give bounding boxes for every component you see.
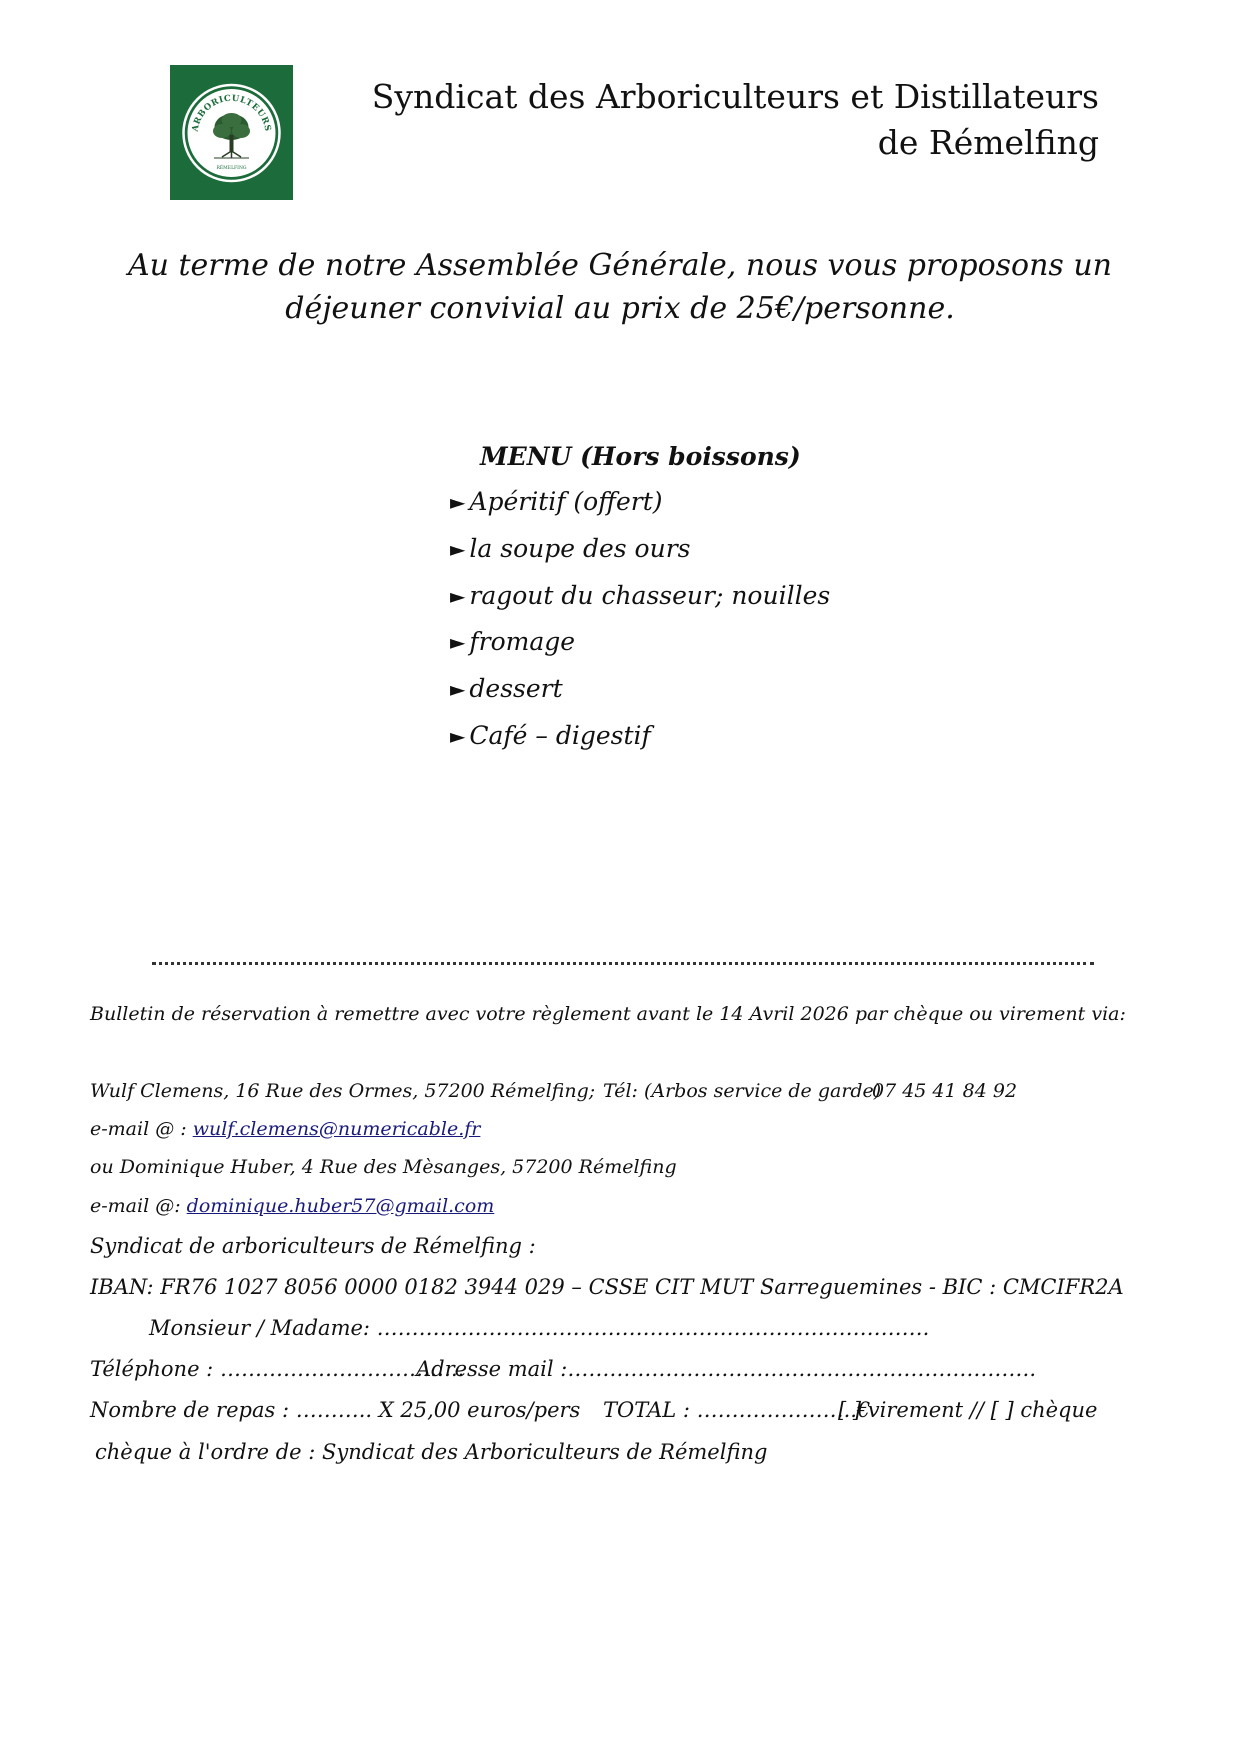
email-line-2 <box>90 1195 494 1217</box>
menu-item-label: Apéritif (offert) <box>469 487 663 516</box>
logo-arc-text: ARBORICULTEURS <box>190 93 273 133</box>
menu-item <box>450 581 830 610</box>
bullet-arrow-icon: ► <box>450 584 466 608</box>
email-link-dominique[interactable]: dominique.huber57@gmail.com <box>186 1195 495 1217</box>
menu-item-label: dessert <box>469 674 563 703</box>
phone-label: Tél: (Arbos service de garde) <box>603 1080 882 1102</box>
telephone-field[interactable]: Téléphone : …………………………….. <box>90 1357 465 1381</box>
bullet-arrow-icon: ► <box>450 630 466 654</box>
menu-item <box>450 534 690 563</box>
organization-name-line1: Syndicat des Arboriculteurs et Distillateurs <box>371 77 1099 116</box>
syndicat-bank-label: Syndicat de arboriculteurs de Rémelfing : <box>90 1234 536 1258</box>
menu-item-label: ragout du chasseur; nouilles <box>469 581 831 610</box>
menu-item <box>450 721 651 750</box>
bullet-arrow-icon: ► <box>450 490 466 514</box>
organization-name-line2: de Rémelfing <box>877 123 1099 162</box>
bullet-arrow-icon: ► <box>450 537 466 561</box>
intro-line1: Au terme de notre Assemblée Générale, nous vous proposons un <box>127 248 1113 283</box>
menu-item <box>450 487 663 516</box>
email-line-1 <box>90 1118 480 1140</box>
menu-title: MENU (Hors boissons) <box>480 442 801 471</box>
menu-item-label: fromage <box>469 627 576 656</box>
dotted-separator <box>152 962 1094 965</box>
menu-item <box>450 627 575 656</box>
email-label: e-mail @ : <box>90 1118 193 1140</box>
contact-address-1: Wulf Clemens, 16 Rue des Ormes, 57200 Rémelfing; <box>90 1080 596 1102</box>
bulletin-intro: Bulletin de réservation à remettre avec votre règlement avant le 14 Avril 2026 par chèque ou virement via: <box>90 1003 1126 1025</box>
cheque-payee-line: chèque à l'ordre de : Syndicat des Arboriculteurs de Rémelfing <box>95 1440 768 1464</box>
intro-line2: déjeuner convivial au prix de 25€/personne. <box>285 291 955 326</box>
total-field[interactable]: TOTAL : …………………..€ <box>603 1398 871 1422</box>
meal-count-field[interactable]: Nombre de repas : ……….. X 25,00 euros/pers <box>90 1398 581 1422</box>
email-link-wulf[interactable]: wulf.clemens@numericable.fr <box>192 1118 481 1140</box>
menu-item-label: la soupe des ours <box>469 534 691 563</box>
menu-item-label: Café – digestif <box>469 721 651 750</box>
contact-address-2: ou Dominique Huber, 4 Rue des Mèsanges, 57200 Rémelfing <box>90 1156 677 1178</box>
bullet-arrow-icon: ► <box>450 677 466 701</box>
email-label: e-mail @: <box>90 1195 187 1217</box>
logo-graphic <box>170 65 293 200</box>
iban-line: IBAN: FR76 1027 8056 0000 0182 3944 029 – CSSE CIT MUT Sarreguemines - BIC : CMCIFR2A <box>90 1275 1124 1299</box>
email-address-field[interactable]: Adresse mail :…………………………………………………………. <box>416 1357 1037 1381</box>
logo <box>170 65 293 200</box>
logo-bottom-text: RÉMELFING <box>216 166 247 171</box>
phone-number: 07 45 41 84 92 <box>872 1080 1018 1102</box>
monsieur-madame-field[interactable]: Monsieur / Madame: ……………………………………………………………………. <box>149 1316 930 1340</box>
menu-item <box>450 674 563 703</box>
payment-method-options[interactable]: [ ] virement // [ ] chèque <box>838 1398 1098 1422</box>
bullet-arrow-icon: ► <box>450 724 466 748</box>
